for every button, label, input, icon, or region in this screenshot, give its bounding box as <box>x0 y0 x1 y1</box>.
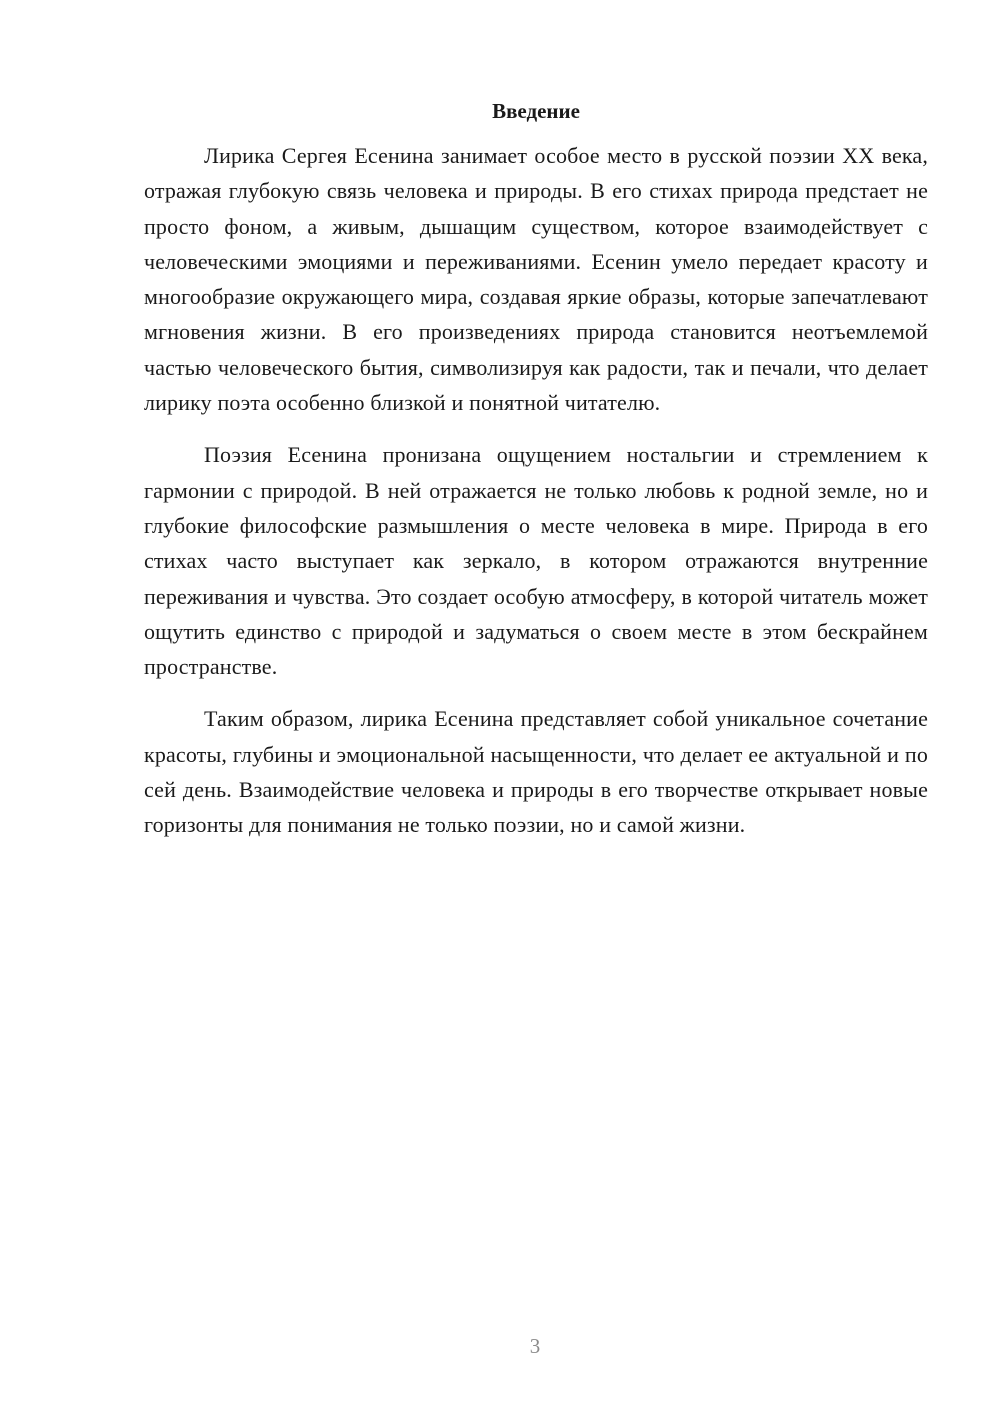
paragraph-3: Таким образом, лирика Есенина представляет собой уникальное сочетание красоты, глубины и эмоциональной насыщенности, что делает ее актуальной и по сей день. Взаимодействие человека и природы в его творчестве открывает новые горизонты для понимания не только поэзии, но и самой жизни. <box>144 706 928 838</box>
section-title: Введение <box>492 99 580 123</box>
paragraph-2: Поэзия Есенина пронизана ощущением ностальгии и стремлением к гармонии с природой. В ней отражается не только любовь к родной земле, но и глубокие философские размышления о месте человека в мире. Природа в его стихах часто выступает как зеркало, в котором отражаются внутренние переживания и чувства. Это создает особую атмосферу, в которой читатель может ощутить единство с природой и задуматься о своем месте в этом бескрайнем пространстве. <box>144 442 928 680</box>
document-body <box>144 96 928 860</box>
paragraph-1: Лирика Сергея Есенина занимает особое место в русской поэзии XX века, отражая глубокую связь человека и природы. В его стихах природа предстает не просто фоном, а живым, дышащим существом, которое взаимодействует с человеческими эмоциями и переживаниями. Есенин умело передает красоту и многообразие окружающего мира, создавая яркие образы, которые запечатлевают мгновения жизни. В его произведениях природа становится неотъемлемой частью человеческого бытия, символизируя как радости, так и печали, что делает лирику поэта особенно близкой и понятной читателю. <box>144 143 928 416</box>
page-number: 3 <box>529 1334 541 1358</box>
